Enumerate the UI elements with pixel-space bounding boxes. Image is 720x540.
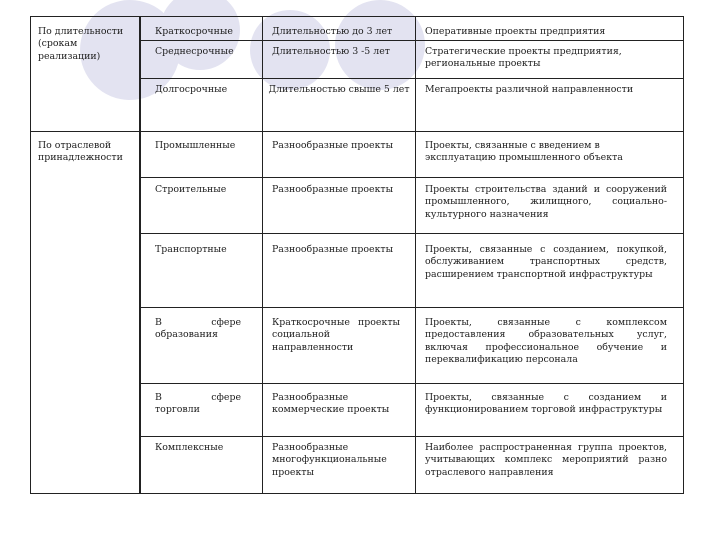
project-scale: Разнообразные проекты [272,244,394,255]
row-divider [140,78,684,79]
row-divider [140,307,684,308]
row-divider [140,177,684,178]
project-examples: Проекты, связанные с комплексом предоставления образовательных услуг, включая профессиональное обучение и переквалификацию персонала [425,317,667,366]
project-scale: Длительностью свыше 5 лет [268,84,410,95]
project-scale: Разнообразные проекты [272,140,394,151]
group-label: По длительности (срокам реализации) [38,26,124,62]
table-border-left [30,16,31,494]
row-divider [140,40,684,41]
project-type: Долгосрочные [155,84,228,95]
project-examples: Проекты, связанные с созданием и функционированием торговой инфраструктуры [425,392,667,416]
project-examples: Проекты строительства зданий и сооружений промышленного, жилищного, социально-культурного назначения [425,184,667,220]
column-divider [262,16,263,494]
project-type: В сфере торговли [155,392,241,416]
project-examples: Оперативные проекты предприятия [425,26,606,37]
project-type: Комплексные [155,442,224,453]
row-divider [140,436,684,437]
table-border-right [683,16,684,494]
table-border-top [30,16,684,17]
row-divider [140,383,684,384]
column-divider [139,16,141,494]
project-examples: Наиболее распространенная группа проектов, учитывающих комплекс мероприятий разно отраслевого направления [425,442,667,478]
project-type: В сфере образования [155,317,241,341]
project-scale: Разнообразные проекты [272,184,394,195]
project-examples: Мегапроекты различной направленности [425,84,634,95]
project-scale: Длительностью 3 -5 лет [272,46,390,57]
project-examples: Стратегические проекты предприятия, региональные проекты [425,46,622,70]
project-scale: Разнообразные коммерческие проекты [272,392,390,416]
project-examples: Проекты, связанные с введением в эксплуатацию промышленного объекта [425,140,623,164]
project-type: Краткосрочные [155,26,233,37]
project-type: Промышленные [155,140,236,151]
project-type: Среднесрочные [155,46,234,57]
row-divider [140,233,684,234]
project-scale: Разнообразные многофункциональные проекты [272,442,387,478]
project-examples: Проекты, связанные с созданием, покупкой, обслуживанием транспортных средств, расширением транспортной инфраструктуры [425,244,667,280]
project-scale: Краткосрочные проекты социальной направленности [272,317,400,353]
table-border-bottom [30,493,684,494]
column-divider [415,16,416,494]
group-label: По отраслевой принадлежности [38,140,123,164]
row-divider [30,131,684,132]
project-type: Транспортные [155,244,227,255]
project-type: Строительные [155,184,227,195]
project-scale: Длительностью до 3 лет [272,26,393,37]
